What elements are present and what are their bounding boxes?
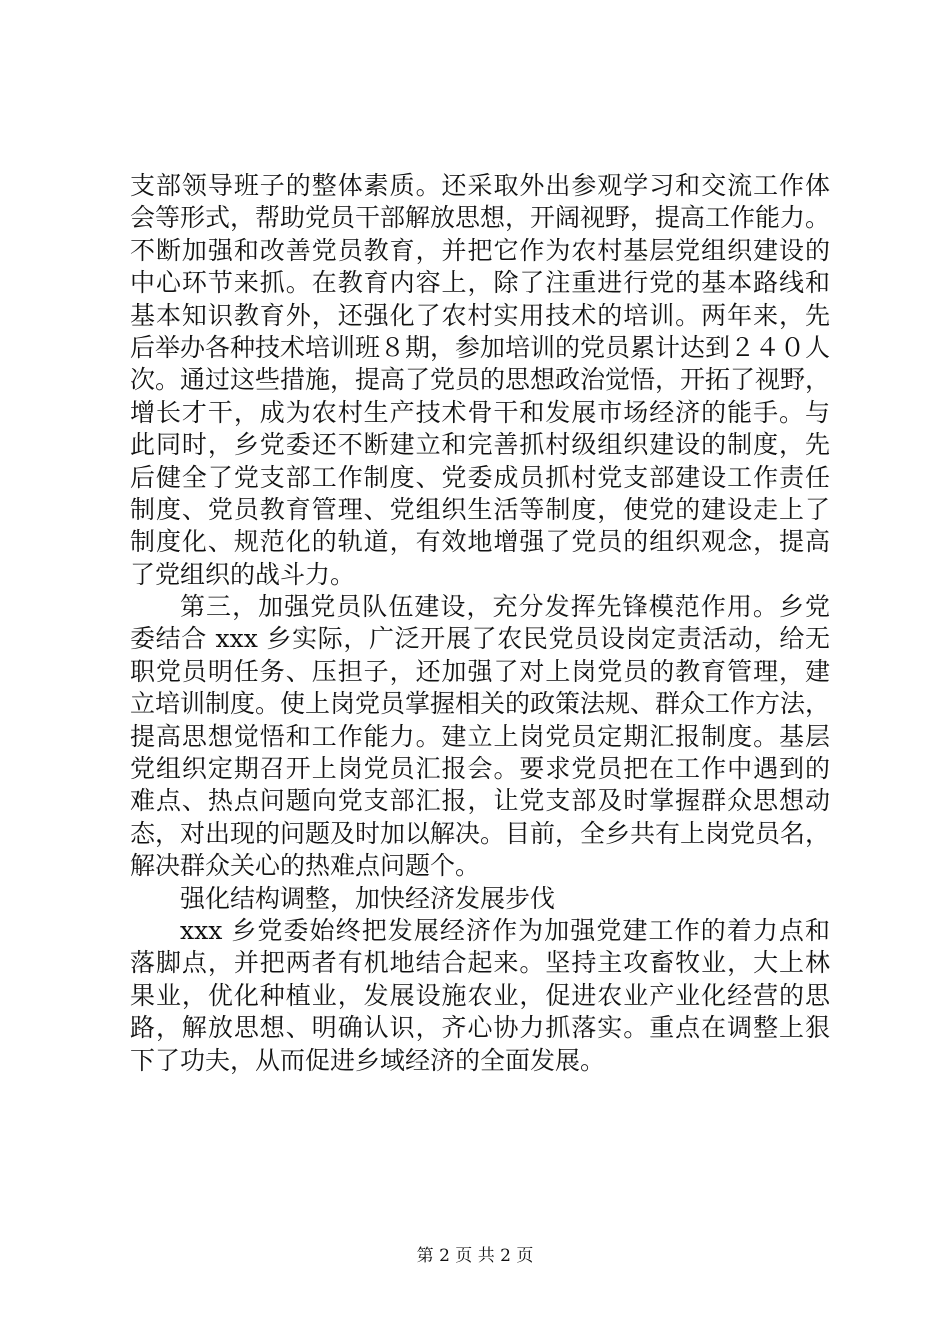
text-line: 增长才干，成为农村生产技术骨干和发展市场经济的能手。与 (130, 397, 830, 427)
text-line: 此同时，乡党委还不断建立和完善抓村级组织建设的制度，先 (130, 430, 830, 460)
text-line: 支部领导班子的整体素质。还采取外出参观学习和交流工作体 (130, 171, 830, 200)
text-line: 次。通过这些措施，提高了党员的思想政治觉悟，开拓了视野， (130, 365, 831, 395)
text-line: 制度化、规范化的轨道，有效地增强了党员的组织观念，提高 (130, 527, 830, 557)
text-line: 基本知识教育外，还强化了农村实用技术的培训。两年来，先 (130, 300, 830, 330)
text-line: 后举办各种技术培训班８期，参加培训的党员累计达到２４０人 (130, 332, 831, 362)
document-body (130, 170, 830, 1077)
text-line: 落脚点，并把两者有机地结合起来。坚持主攻畜牧业，大上林 (130, 948, 830, 978)
text-line: 中心环节来抓。在教育内容上，除了注重进行党的基本路线和 (130, 268, 830, 298)
text-line: 后健全了党支部工作制度、党委成员抓村党支部建设工作责任 (130, 462, 830, 492)
text-line: 委结合 xxx 乡实际，广泛开展了农民党员设岗定责活动，给无 (130, 624, 830, 654)
text-line: 制度、党员教育管理、党组织生活等制度，使党的建设走上了 (130, 494, 830, 524)
paragraph-continuation (130, 170, 830, 591)
page-number-label: 第 2 页 共 2 页 (416, 1246, 534, 1266)
text-line: xxx 乡党委始终把发展经济作为加强党建工作的着力点和 (180, 915, 830, 945)
paragraph-third-point (130, 591, 830, 883)
text-line: 下了功夫，从而促进乡域经济的全面发展。 (130, 1045, 606, 1075)
text-line: 解决群众关心的热难点问题个。 (130, 851, 481, 881)
heading-line: 强化结构调整，加快经济发展步伐 (180, 883, 556, 913)
text-line: 难点、热点问题向党支部汇报，让党支部及时掌握群众思想动 (130, 786, 830, 816)
text-line: 不断加强和改善党员教育，并把它作为农村基层党组织建设的 (130, 235, 830, 265)
paragraph-economic-development (130, 915, 830, 1077)
text-line: 第三，加强党员队伍建设，充分发挥先锋模范作用。乡党 (180, 592, 830, 622)
text-line: 了党组织的战斗力。 (130, 559, 356, 589)
text-line: 路，解放思想、明确认识，齐心协力抓落实。重点在调整上狠 (130, 1013, 830, 1043)
section-heading (130, 883, 830, 915)
text-line: 会等形式，帮助党员干部解放思想，开阔视野，提高工作能力。 (130, 203, 831, 233)
text-line: 职党员明任务、压担子，还加强了对上岗党员的教育管理，建 (130, 656, 830, 686)
text-line: 果业，优化种植业，发展设施农业，促进农业产业化经营的思 (130, 980, 830, 1010)
text-line: 党组织定期召开上岗党员汇报会。要求党员把在工作中遇到的 (130, 754, 830, 784)
text-line: 态，对出现的问题及时加以解决。目前，全乡共有上岗党员名， (130, 818, 831, 848)
text-line: 立培训制度。使上岗党员掌握相关的政策法规、群众工作方法， (130, 689, 831, 719)
page-footer (0, 1245, 950, 1267)
text-line: 提高思想觉悟和工作能力。建立上岗党员定期汇报制度。基层 (130, 721, 830, 751)
